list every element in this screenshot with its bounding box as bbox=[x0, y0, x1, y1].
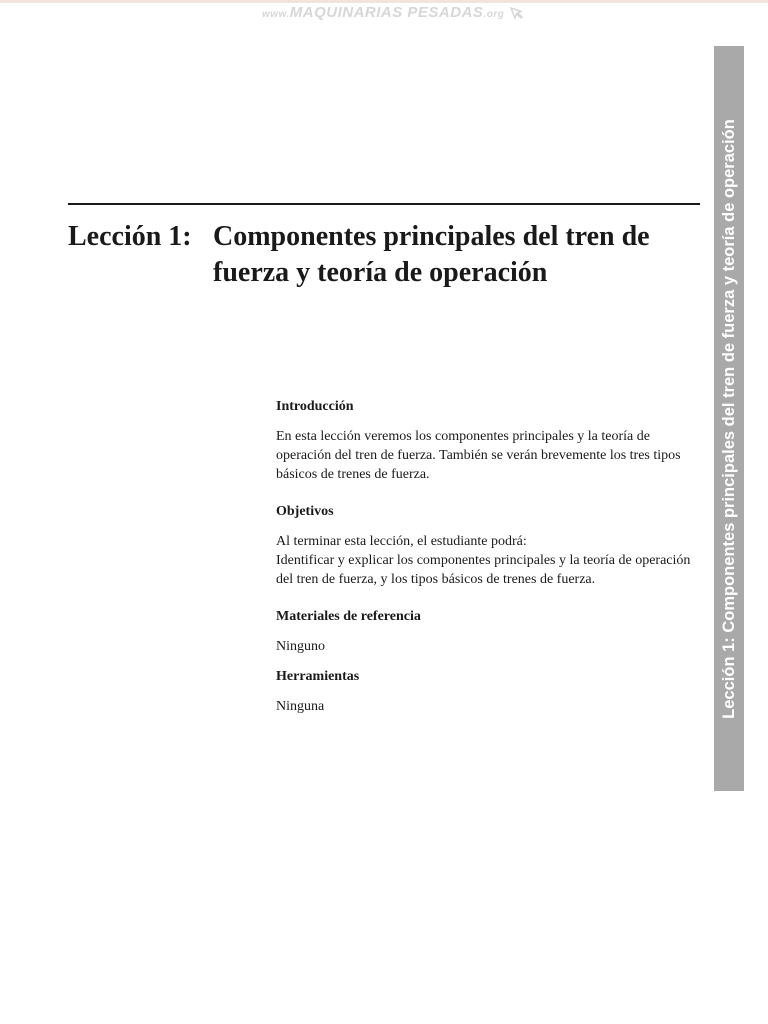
cursor-icon bbox=[509, 6, 523, 20]
sidebar-tab bbox=[714, 46, 744, 791]
lesson-number: Lección 1: bbox=[68, 221, 192, 252]
sidebar-tab-label: Lección 1: Componentes principales del tren de fuerza y teoría de operación bbox=[720, 118, 738, 719]
objectives-heading: Objetivos bbox=[276, 504, 334, 519]
tools-body: Ninguna bbox=[276, 699, 325, 714]
intro-heading: Introducción bbox=[276, 399, 354, 414]
objectives-lead: Al terminar esta lección, el estudiante podrá: bbox=[276, 534, 527, 549]
site-watermark bbox=[0, 4, 768, 21]
lesson-content bbox=[276, 397, 696, 716]
top-strip bbox=[0, 0, 768, 3]
tools-heading: Herramientas bbox=[276, 669, 360, 684]
watermark-name: MAQUINARIAS PESADAS bbox=[289, 4, 484, 21]
lesson-title: Componentes principales del tren de fuerza y teoría de operación bbox=[213, 221, 650, 288]
watermark-prefix: www. bbox=[262, 9, 290, 20]
lesson-heading bbox=[68, 219, 708, 291]
reference-heading: Materiales de referencia bbox=[276, 609, 421, 624]
intro-body: En esta lección veremos los componentes principales y la teoría de operación del tren de fuerza. También se verán brevemente los tres tipos básicos de trenes de fuerza. bbox=[276, 429, 681, 482]
reference-body: Ninguno bbox=[276, 639, 325, 654]
watermark-suffix: .org bbox=[483, 9, 505, 20]
objectives-body: Identificar y explicar los componentes principales y la teoría de operación del tren de fuerza, y los tipos básicos de trenes de fuerza. bbox=[276, 553, 691, 587]
heading-rule bbox=[68, 203, 700, 205]
